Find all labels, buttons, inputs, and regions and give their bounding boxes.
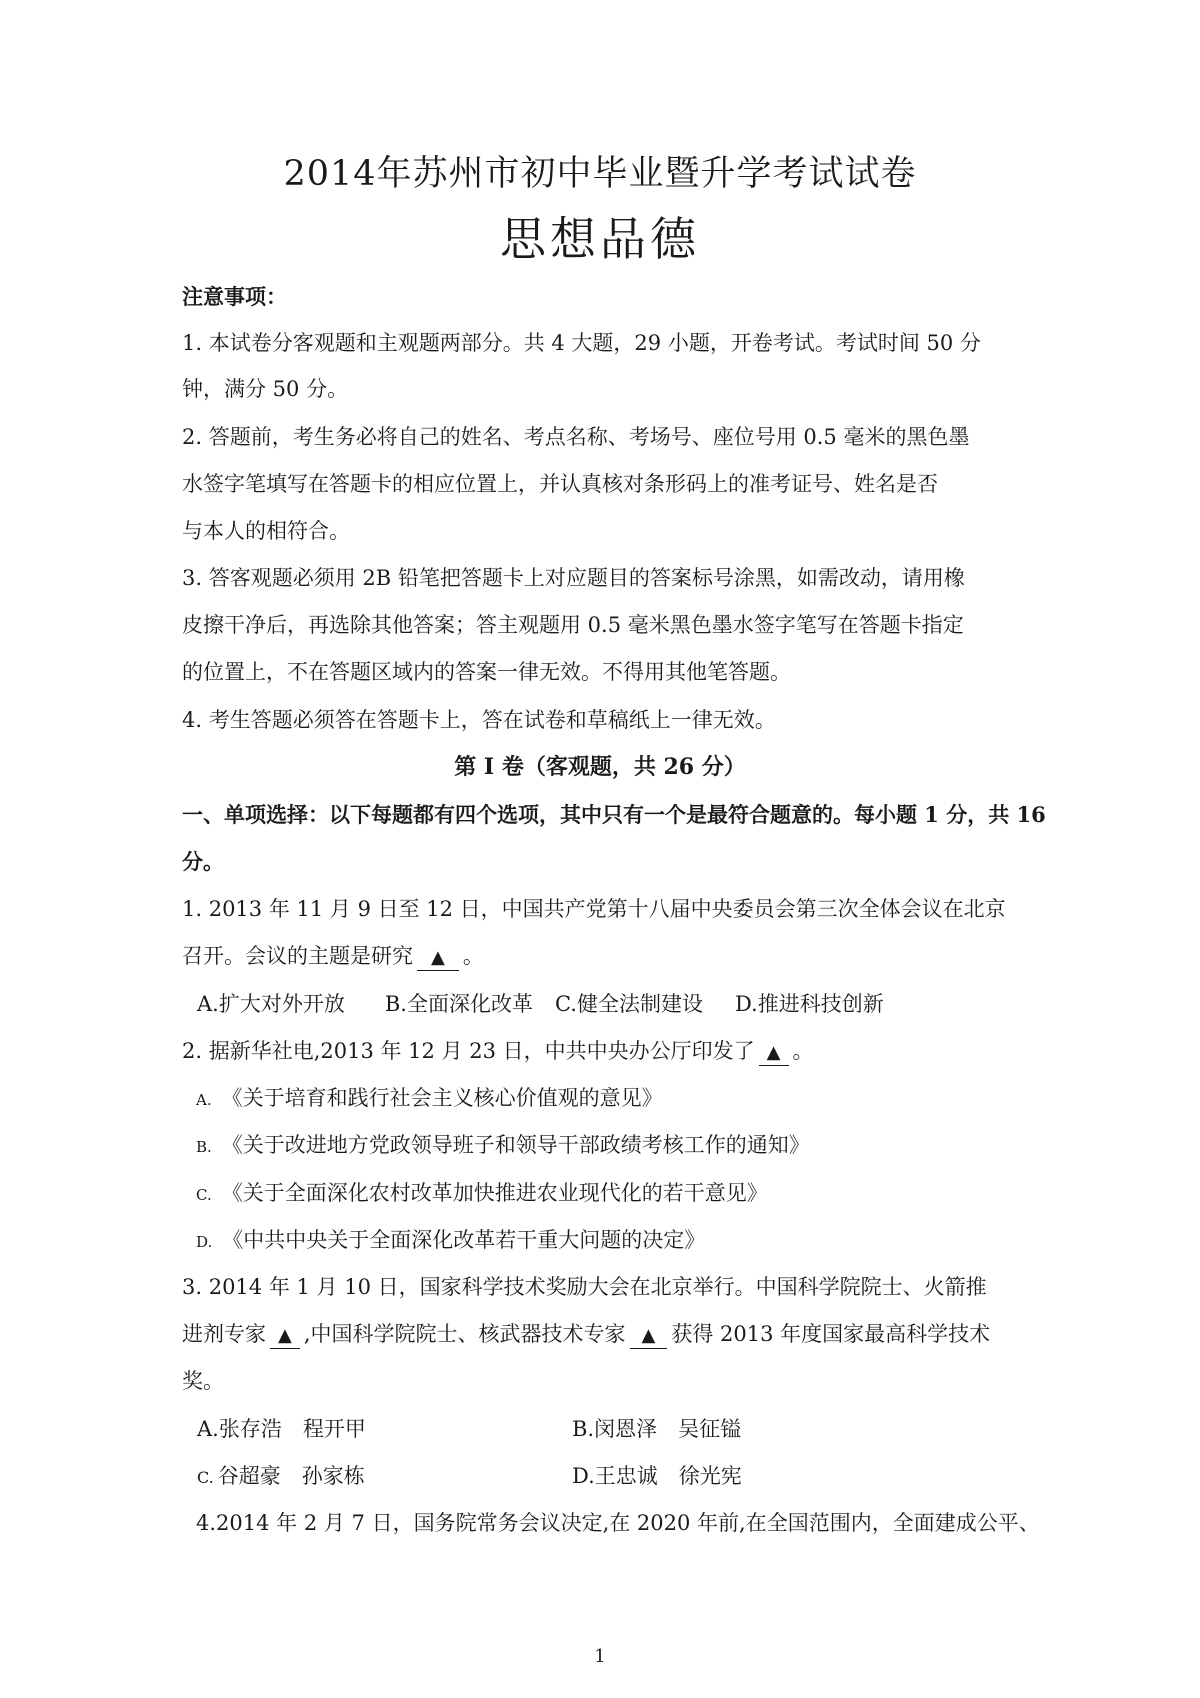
section-instruction-cont: 分。 — [182, 849, 224, 874]
answer-blank-1: ▲ — [270, 1324, 300, 1349]
question-2-option-d — [196, 1225, 705, 1257]
question-3-text: 获得 2013 年度国家最高科学技术 — [671, 1322, 991, 1346]
option-text: 谷超豪 孙家栋 — [217, 1464, 365, 1488]
option-label: D. — [196, 1233, 213, 1251]
option-text: 《关于改进地方党政领导班子和领导干部政绩考核工作的通知》 — [221, 1133, 810, 1157]
question-3-text: ,中国科学院院士、核武器技术专家 — [303, 1322, 626, 1346]
notes-line: 2. 答题前，考生务必将自己的姓名、考点名称、考场号、座位号用 0.5 毫米的黑色墨 — [182, 425, 970, 449]
question-4-stem: 4.2014 年 2 月 7 日，国务院常务会议决定,在 2020 年前,在全国范围内，全面建成公平、 — [196, 1511, 1040, 1535]
option-b: B.全面深化改革 — [384, 992, 533, 1016]
notes-line: 3. 答客观题必须用 2B 铅笔把答题卡上对应题目的答案标号涂黑，如需改动，请用橡 — [182, 566, 965, 590]
question-3-stem: 3. 2014 年 1 月 10 日，国家科学技术奖励大会在北京举行。中国科学院院士、火箭推 — [182, 1275, 987, 1299]
section-instruction: 一、单项选择：以下每题都有四个选项，其中只有一个是最符合题意的。每小题 1 分，共 16 — [182, 802, 1046, 827]
question-1-options — [197, 989, 884, 1019]
question-2-option-c — [196, 1178, 768, 1210]
exam-title: 2014年苏州市初中毕业暨升学考试试卷 — [283, 154, 917, 194]
question-3-option-d: D.王忠诚 徐光宪 — [572, 1464, 742, 1488]
question-3-stem-end: 奖。 — [182, 1369, 224, 1393]
question-2-text-end: 。 — [792, 1039, 814, 1063]
question-3-option-c — [197, 1461, 365, 1493]
option-text: 《关于全面深化农村改革加快推进农业现代化的若干意见》 — [221, 1181, 768, 1205]
option-text: 《关于培育和践行社会主义核心价值观的意见》 — [221, 1086, 663, 1110]
notes-line: 4. 考生答题必须答在答题卡上，答在试卷和草稿纸上一律无效。 — [182, 708, 776, 732]
option-label: B. — [196, 1138, 212, 1156]
option-label: C. — [196, 1186, 212, 1204]
answer-blank-2: ▲ — [630, 1324, 668, 1349]
question-2-text: 2. 据新华社电,2013 年 12 月 23 日，中共中央办公厅印发了 — [182, 1039, 755, 1063]
notes-line: 的位置上，不在答题区域内的答案一律无效。不得用其他笔答题。 — [182, 660, 791, 684]
question-2-stem — [182, 1036, 814, 1066]
option-label: A. — [196, 1091, 212, 1109]
option-c: C.健全法制建设 — [554, 992, 703, 1016]
answer-blank: ▲ — [417, 946, 459, 971]
answer-blank: ▲ — [759, 1041, 789, 1066]
question-2-option-b — [196, 1130, 810, 1162]
question-3-text: 进剂专家 — [182, 1322, 266, 1346]
option-text: 《中共中央关于全面深化改革若干重大问题的决定》 — [222, 1228, 706, 1252]
notes-line: 1. 本试卷分客观题和主观题两部分。共 4 大题，29 小题，开卷考试。考试时间 50 分 — [182, 331, 981, 355]
question-2-option-a — [196, 1083, 663, 1115]
notes-line: 水签字笔填写在答题卡的相应位置上，并认真核对条形码上的准考证号、姓名是否 — [182, 472, 938, 496]
question-1-text-end: 。 — [462, 944, 484, 968]
question-3-option-a: A.张存浩 程开甲 — [197, 1417, 366, 1441]
page-number: 1 — [594, 1646, 606, 1667]
question-1-stem-cont — [182, 941, 484, 971]
question-1-text: 召开。会议的主题是研究 — [182, 944, 413, 968]
question-3-option-b: B.闵恩泽 吴征镒 — [572, 1417, 742, 1441]
notes-line: 皮擦干净后，再选除其他答案；答主观题用 0.5 毫米黑色墨水签字笔写在答题卡指定 — [182, 613, 964, 637]
notes-line: 与本人的相符合。 — [182, 519, 350, 543]
question-3-stem-cont — [182, 1319, 990, 1349]
question-1-stem: 1. 2013 年 11 月 9 日至 12 日，中国共产党第十八届中央委员会第三次全体会议在北京 — [182, 897, 1006, 921]
exam-subject: 思想品德 — [500, 212, 700, 266]
option-label: C. — [197, 1468, 214, 1487]
option-d: D.推进科技创新 — [734, 992, 884, 1016]
notes-heading: 注意事项： — [182, 284, 287, 309]
option-a: A.扩大对外开放 — [197, 992, 345, 1016]
notes-line: 钟，满分 50 分。 — [182, 377, 349, 401]
section-title: 第 Ⅰ 卷（客观题，共 26 分） — [454, 754, 746, 780]
